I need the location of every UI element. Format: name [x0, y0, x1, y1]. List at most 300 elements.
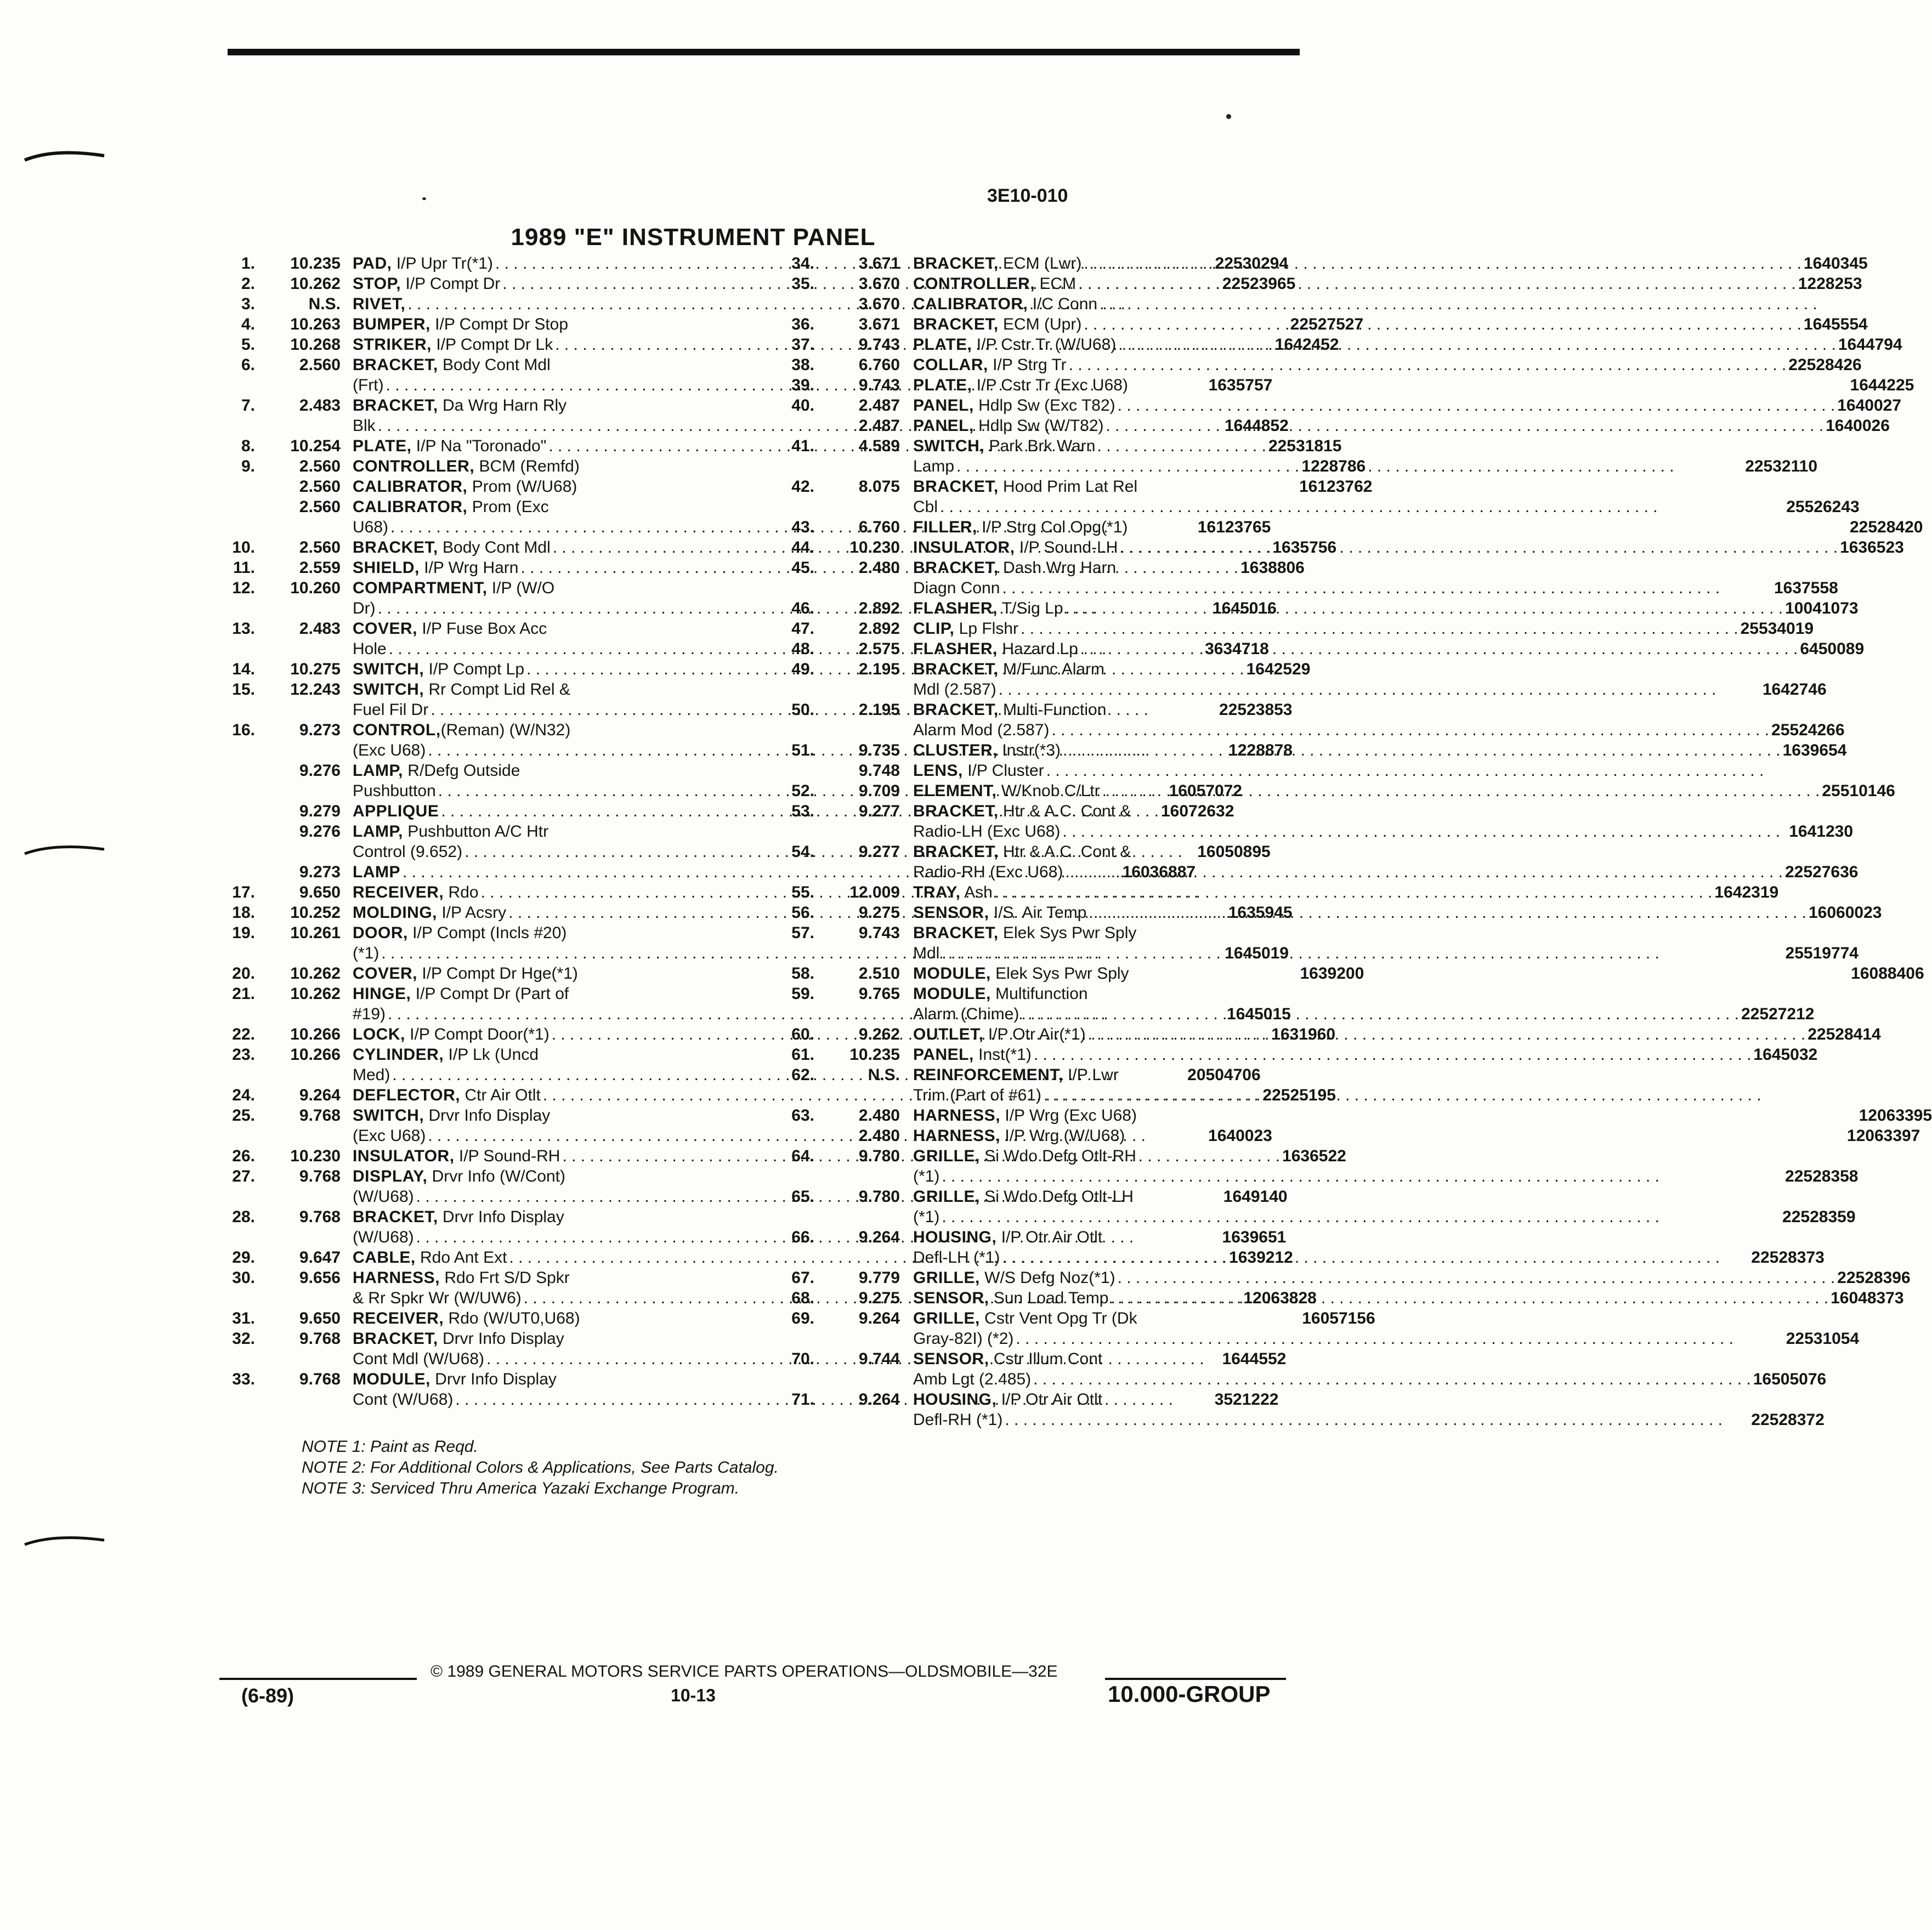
- item-number: 37.: [791, 336, 814, 354]
- description-line: [913, 253, 1868, 274]
- group-code: 10.254: [290, 437, 341, 455]
- item-number: 32.: [232, 1330, 255, 1348]
- part-number: 22527527: [1290, 315, 1364, 333]
- part-number: 1642746: [1762, 680, 1827, 699]
- part-number: 1637558: [1774, 579, 1838, 597]
- description-line: [913, 1227, 1825, 1247]
- part-description: [913, 984, 1814, 1024]
- group-code: 2.487: [858, 417, 900, 435]
- leader-dots: [939, 943, 1785, 963]
- description-text: [353, 558, 518, 578]
- description-text: [913, 842, 1131, 862]
- part-qualifier: Control (9.652): [353, 843, 463, 861]
- part-qualifier: I/P Compt Dr Lk: [432, 336, 553, 354]
- item-number: 17.: [232, 883, 255, 901]
- part-name: DEFLECTOR,: [353, 1086, 461, 1104]
- part-name: COLLAR,: [913, 356, 988, 374]
- description-line: [913, 1146, 1859, 1166]
- description-text: [353, 801, 439, 821]
- part-number: 1640345: [1803, 254, 1868, 273]
- description-line: [913, 1187, 1856, 1207]
- part-qualifier: Radio-RH (Exc U68): [913, 863, 1063, 881]
- note-2: NOTE 2: For Additional Colors & Applications, See Parts Catalog.: [302, 1458, 779, 1477]
- description-text: [353, 1004, 386, 1024]
- part-qualifier: I/P Cluster: [962, 762, 1044, 780]
- item-number: 71.: [791, 1390, 814, 1409]
- item-number: 7.: [241, 396, 255, 415]
- part-description: [913, 598, 1859, 618]
- part-qualifier: Hazard Lp: [998, 640, 1078, 658]
- part-name: GRILLE,: [913, 1147, 980, 1165]
- part-number: 22528358: [1785, 1167, 1859, 1185]
- part-description: [913, 355, 1862, 375]
- part-qualifier: I/P Otr Air Otlt: [996, 1390, 1103, 1409]
- description-text: [913, 1166, 939, 1187]
- description-text: [913, 679, 996, 700]
- part-qualifier: Elek Sys Pwr Sply: [990, 964, 1129, 983]
- part-name: LAMP,: [353, 762, 403, 780]
- group-code: 12.009: [849, 883, 900, 901]
- description-text: [353, 659, 524, 679]
- group-code: 9.273: [299, 863, 341, 881]
- description-line: [913, 679, 1827, 700]
- description-text: [353, 760, 520, 781]
- part-qualifier: (*1): [353, 944, 379, 962]
- part-description: [913, 1187, 1856, 1227]
- group-code: 3.671: [858, 254, 900, 273]
- group-code: 2.560: [299, 356, 341, 374]
- parts-entry: [762, 700, 1845, 740]
- group-code: 10.262: [290, 964, 341, 983]
- description-text: [353, 334, 553, 355]
- part-description: [913, 1105, 1932, 1126]
- group-code: 9.735: [858, 741, 900, 759]
- item-number: 22.: [232, 1025, 255, 1043]
- part-number: 16048373: [1831, 1289, 1904, 1307]
- part-number: 1638806: [1240, 559, 1305, 577]
- part-name: CALIBRATOR,: [353, 498, 468, 516]
- leader-dots: [1019, 1004, 1741, 1024]
- description-text: [353, 1126, 426, 1146]
- parts-entry: [217, 882, 773, 902]
- group-code: 9.650: [299, 1309, 341, 1327]
- description-text: [913, 943, 939, 963]
- part-qualifier: Mdl: [913, 944, 940, 962]
- group-code: 2.480: [858, 1127, 900, 1145]
- part-number: 1631960: [1271, 1025, 1336, 1043]
- part-number: 12063395: [1859, 1106, 1932, 1125]
- parts-entry: [762, 416, 1890, 436]
- part-qualifier: Rdo: [444, 883, 479, 901]
- part-description: [913, 1045, 1817, 1065]
- description-text: [353, 1369, 557, 1389]
- part-description: [913, 1024, 1881, 1045]
- item-number: 55.: [791, 883, 814, 901]
- item-number: 40.: [791, 396, 814, 415]
- part-qualifier: Amb Lgt (2.485): [913, 1370, 1032, 1388]
- group-code: 9.647: [299, 1248, 341, 1267]
- part-qualifier: #19): [353, 1005, 386, 1023]
- parts-entry: [762, 923, 1859, 963]
- part-name: SHIELD,: [353, 559, 420, 577]
- part-qualifier: Da Wrg Harn Rly: [438, 396, 567, 415]
- item-number: 38.: [791, 356, 814, 374]
- part-name: BRACKET,: [913, 559, 999, 577]
- part-qualifier: Gray-82I) (*2): [913, 1330, 1014, 1348]
- part-number: 22527212: [1741, 1005, 1815, 1023]
- item-number: 44.: [791, 538, 814, 557]
- part-description: [913, 1146, 1859, 1187]
- description-line: [913, 902, 1882, 923]
- item-number: 68.: [791, 1289, 814, 1307]
- description-text: [913, 760, 1044, 781]
- part-description: [913, 700, 1845, 740]
- description-text: [353, 274, 500, 294]
- parts-entry: [762, 1187, 1856, 1227]
- description-line: [913, 476, 1860, 497]
- description-text: [353, 1268, 570, 1288]
- part-qualifier: Trim (Part of #61): [913, 1086, 1041, 1104]
- part-description: [913, 476, 1860, 517]
- description-text: [913, 517, 1128, 537]
- description-text: [913, 1227, 1102, 1247]
- group-code: 9.262: [858, 1025, 900, 1043]
- part-name: CALIBRATOR,: [353, 478, 468, 496]
- part-name: COMPARTMENT,: [353, 579, 488, 597]
- item-number: 29.: [232, 1248, 255, 1267]
- part-description: [913, 781, 1895, 801]
- leader-dots: [1108, 1288, 1831, 1308]
- part-description: [913, 314, 1868, 334]
- part-qualifier: Drvr Info Display: [438, 1208, 564, 1226]
- part-qualifier: Lamp: [913, 457, 955, 475]
- part-qualifier: I/P Compt Door(*1): [405, 1025, 549, 1043]
- description-text: [913, 902, 1086, 923]
- part-name: MODULE,: [913, 964, 991, 983]
- footer-rule-right: [1105, 1678, 1286, 1680]
- description-line: [913, 1207, 1856, 1227]
- description-line: [913, 618, 1814, 639]
- part-qualifier: Si Wdo Defg Otlt-LH: [979, 1188, 1134, 1206]
- description-text: [913, 1146, 1136, 1166]
- part-number: 22527636: [1785, 863, 1859, 881]
- description-text: [913, 862, 1063, 882]
- item-number: 50.: [791, 701, 814, 719]
- leader-dots: [1100, 781, 1822, 801]
- item-number: 6.: [241, 356, 255, 374]
- description-text: [913, 1004, 1019, 1024]
- part-qualifier: (W/U68): [353, 1188, 414, 1206]
- part-name: PAD,: [353, 254, 392, 273]
- binder-hole-mark: [22, 1532, 110, 1554]
- part-number: 1228786: [1301, 457, 1366, 475]
- group-code: 2.559: [299, 559, 341, 577]
- part-qualifier: Inst(*1): [973, 1046, 1032, 1064]
- group-code: 9.279: [299, 802, 341, 820]
- description-text: [913, 598, 1063, 618]
- group-code: 9.273: [299, 721, 341, 739]
- part-name: RIVET,: [353, 295, 406, 313]
- description-text: [913, 355, 1067, 375]
- group-code: 9.743: [858, 376, 900, 394]
- description-text: [913, 1247, 1000, 1268]
- part-qualifier: Cbl: [913, 498, 938, 516]
- leader-dots: [1115, 395, 1838, 416]
- leader-dots: [954, 456, 1745, 476]
- item-number: 61.: [791, 1046, 814, 1064]
- part-description: [913, 1065, 1840, 1105]
- leader-dots: [1044, 760, 1766, 781]
- description-line: [913, 1329, 1859, 1349]
- item-number: 33.: [232, 1370, 255, 1388]
- item-number: 58.: [791, 964, 814, 983]
- parts-entry: [762, 294, 1311, 314]
- part-qualifier: I/P Cstr Tr (Exc U68): [972, 376, 1128, 394]
- leader-dots: [1118, 537, 1840, 558]
- part-qualifier: I/P Compt Dr (Part of: [411, 985, 569, 1003]
- item-number: 18.: [232, 904, 255, 922]
- part-qualifier: Drvr Info Display: [430, 1370, 557, 1388]
- part-qualifier: (*1): [913, 1208, 940, 1226]
- group-code: 9.275: [858, 1289, 900, 1307]
- description-line: [913, 943, 1859, 963]
- description-line: [913, 1308, 1859, 1329]
- part-number: 10041073: [1785, 599, 1859, 617]
- group-code: 8.075: [858, 478, 900, 496]
- description-text: [353, 375, 384, 395]
- part-name: PANEL,: [913, 417, 974, 435]
- part-qualifier: I/P Wrg (Exc U68): [1000, 1106, 1137, 1125]
- part-qualifier: Ctr Air Otlt: [460, 1086, 541, 1104]
- part-qualifier: Htr & A.C. Cont &: [998, 843, 1131, 861]
- part-qualifier: M/Func Alarm: [998, 660, 1105, 678]
- part-number: 1640023: [1208, 1127, 1272, 1145]
- part-qualifier: I/P Compt Dr Stop: [430, 315, 569, 333]
- description-text: [913, 659, 1104, 679]
- leader-dots: [1049, 720, 1771, 740]
- parts-entry: [762, 1065, 1311, 1105]
- group-code: 9.768: [299, 1208, 341, 1226]
- part-number: 1639200: [1300, 964, 1364, 983]
- parts-entry: [762, 882, 1779, 902]
- description-line: [913, 1126, 1920, 1146]
- description-text: [353, 436, 546, 456]
- description-text: [913, 639, 1078, 659]
- group-code: 2.510: [858, 964, 900, 983]
- group-code: 6.760: [858, 356, 900, 374]
- part-qualifier: (W/U68): [353, 1228, 414, 1246]
- part-description: [913, 1308, 1859, 1349]
- description-line: [913, 1166, 1859, 1187]
- item-number: 69.: [791, 1309, 814, 1327]
- description-text: [913, 294, 1097, 314]
- description-text: [913, 253, 1081, 274]
- part-name: INSULATOR,: [913, 538, 1015, 557]
- part-name: COVER,: [353, 964, 418, 983]
- part-qualifier: Body Cont Mdl: [438, 538, 551, 557]
- description-line: [913, 862, 1858, 882]
- item-number: 12.: [232, 579, 255, 597]
- part-name: DISPLAY,: [353, 1167, 428, 1185]
- part-number: 1228878: [1228, 741, 1293, 759]
- description-text: [353, 984, 569, 1004]
- description-line: [913, 355, 1862, 375]
- description-text: [353, 720, 570, 740]
- description-text: [913, 558, 1116, 578]
- page-number: 10-13: [671, 1685, 716, 1705]
- group-code: 9.765: [858, 985, 900, 1003]
- part-number: 22528396: [1837, 1269, 1911, 1287]
- description-text: [353, 862, 400, 882]
- part-name: HARNESS,: [913, 1127, 1001, 1145]
- part-qualifier: Cstr Vent Opg Tr (Dk: [979, 1309, 1137, 1327]
- description-line: [913, 1288, 1904, 1308]
- group-code: 2.560: [299, 498, 341, 516]
- description-line: [913, 781, 1895, 801]
- item-number: 31.: [232, 1309, 255, 1327]
- group-code: 9.277: [858, 843, 900, 861]
- part-qualifier: Park Brk Warn: [984, 437, 1096, 455]
- item-number: 65.: [791, 1188, 814, 1206]
- item-number: 35.: [791, 275, 814, 293]
- group-code: 10.260: [290, 579, 341, 597]
- part-number: 1641230: [1789, 822, 1854, 841]
- part-description: [913, 740, 1846, 760]
- part-number: 1645019: [1225, 944, 1289, 962]
- parts-entry: [762, 1268, 1911, 1288]
- description-line: [913, 375, 1914, 395]
- part-number: 25519774: [1785, 944, 1859, 962]
- part-qualifier: (Reman) (W/N32): [440, 721, 571, 739]
- description-text: [913, 1349, 1102, 1369]
- item-number: 63.: [791, 1106, 814, 1125]
- part-description: [913, 416, 1890, 436]
- group-code: 2.483: [299, 396, 341, 415]
- part-qualifier: Ash: [960, 883, 993, 901]
- parts-entry: [762, 1389, 1825, 1430]
- part-name: CABLE,: [353, 1248, 416, 1267]
- item-number: 25.: [232, 1106, 255, 1125]
- description-text: [913, 1308, 1137, 1329]
- part-number: 1645554: [1803, 315, 1868, 333]
- leader-dots: [1031, 1369, 1753, 1389]
- part-number: 25534019: [1740, 620, 1814, 638]
- group-code: 2.560: [299, 538, 341, 557]
- part-name: CLUSTER,: [913, 741, 998, 759]
- description-line: [913, 639, 1864, 659]
- part-number: 1636522: [1282, 1147, 1346, 1165]
- part-name: BRACKET,: [913, 924, 999, 942]
- item-number: 60.: [791, 1025, 814, 1043]
- part-qualifier: I/P Strg Tr: [988, 356, 1067, 374]
- part-qualifier: ECM: [1035, 275, 1077, 293]
- description-line: [913, 578, 1838, 598]
- leader-dots: [1116, 334, 1838, 355]
- group-code: 3.670: [858, 295, 900, 313]
- part-qualifier: Prom (W/U68): [467, 478, 577, 496]
- part-name: TRAY,: [913, 883, 961, 901]
- part-qualifier: Si Wdo Defg Otlt-RH: [979, 1147, 1136, 1165]
- group-code: 9.275: [858, 904, 900, 922]
- part-name: BRACKET,: [913, 701, 999, 719]
- description-text: [353, 578, 554, 598]
- part-name: HOUSING,: [913, 1390, 997, 1409]
- group-code: 10.263: [290, 315, 341, 333]
- part-qualifier: Body Cont Mdl: [438, 356, 551, 374]
- part-number: 1639654: [1782, 741, 1847, 759]
- description-text: [353, 1308, 580, 1329]
- part-qualifier: Hdlp Sw (Exc T82): [973, 396, 1115, 415]
- description-line: [913, 700, 1845, 720]
- leader-dots: [1076, 274, 1798, 294]
- part-qualifier: Lp Flshr: [954, 620, 1019, 638]
- leader-dots: [1032, 1045, 1754, 1065]
- part-name: LOCK,: [353, 1025, 405, 1043]
- leader-dots: [1081, 253, 1804, 274]
- part-qualifier: I/C Conn: [1028, 295, 1098, 313]
- description-text: [353, 395, 566, 416]
- parts-entry: [762, 984, 1815, 1024]
- item-number: 24.: [232, 1086, 255, 1104]
- part-name: BRACKET,: [913, 802, 999, 820]
- part-number: 22528420: [1849, 518, 1923, 536]
- group-code: 10.230: [290, 1147, 341, 1165]
- part-description: [913, 253, 1868, 274]
- part-name: HOUSING,: [913, 1228, 997, 1246]
- part-qualifier: W/Knob C/Ltr: [996, 782, 1100, 800]
- description-line: [913, 801, 1853, 821]
- part-name: BRACKET,: [353, 396, 438, 415]
- part-number: 1635756: [1272, 538, 1337, 557]
- part-qualifier: T/Sig Lp: [998, 599, 1063, 617]
- parts-entry: [762, 902, 1882, 923]
- part-number: 12063828: [1243, 1289, 1317, 1307]
- description-line: [913, 416, 1890, 436]
- group-number: 10.000-GROUP: [1108, 1681, 1271, 1707]
- description-line: [913, 984, 1814, 1004]
- part-number: 22528372: [1751, 1411, 1825, 1429]
- leader-dots: [1063, 598, 1786, 618]
- item-number: 30.: [232, 1269, 255, 1287]
- part-number: 1644552: [1222, 1350, 1287, 1368]
- part-name: BRACKET,: [913, 843, 999, 861]
- part-name: BRACKET,: [913, 660, 999, 678]
- part-number: 22528414: [1808, 1025, 1881, 1043]
- part-qualifier: Prom (Exc: [467, 498, 549, 516]
- item-number: 51.: [791, 741, 814, 759]
- description-line: [913, 842, 1858, 862]
- part-qualifier: W/S Defg Noz(*1): [979, 1269, 1115, 1287]
- part-qualifier: Drvr Info Display: [424, 1106, 551, 1125]
- part-name: SENSOR,: [913, 1289, 989, 1307]
- part-number: 1635757: [1208, 376, 1273, 394]
- parts-entry: [762, 639, 1865, 659]
- parts-entry: [762, 659, 1827, 700]
- part-number: 1639212: [1229, 1248, 1293, 1267]
- part-number: 16050895: [1197, 843, 1271, 861]
- part-name: RECEIVER,: [353, 1309, 444, 1327]
- part-name: MODULE,: [353, 1370, 430, 1388]
- part-qualifier: Htr & A.C. Cont &: [998, 802, 1131, 820]
- part-number: 16057072: [1169, 782, 1242, 800]
- part-description: [913, 1288, 1904, 1308]
- leader-dots: [1081, 314, 1804, 334]
- description-text: [913, 923, 1136, 943]
- item-number: 62.: [791, 1066, 814, 1084]
- leader-dots: [939, 1166, 1785, 1187]
- description-text: [353, 963, 578, 984]
- description-line: [913, 1065, 1840, 1085]
